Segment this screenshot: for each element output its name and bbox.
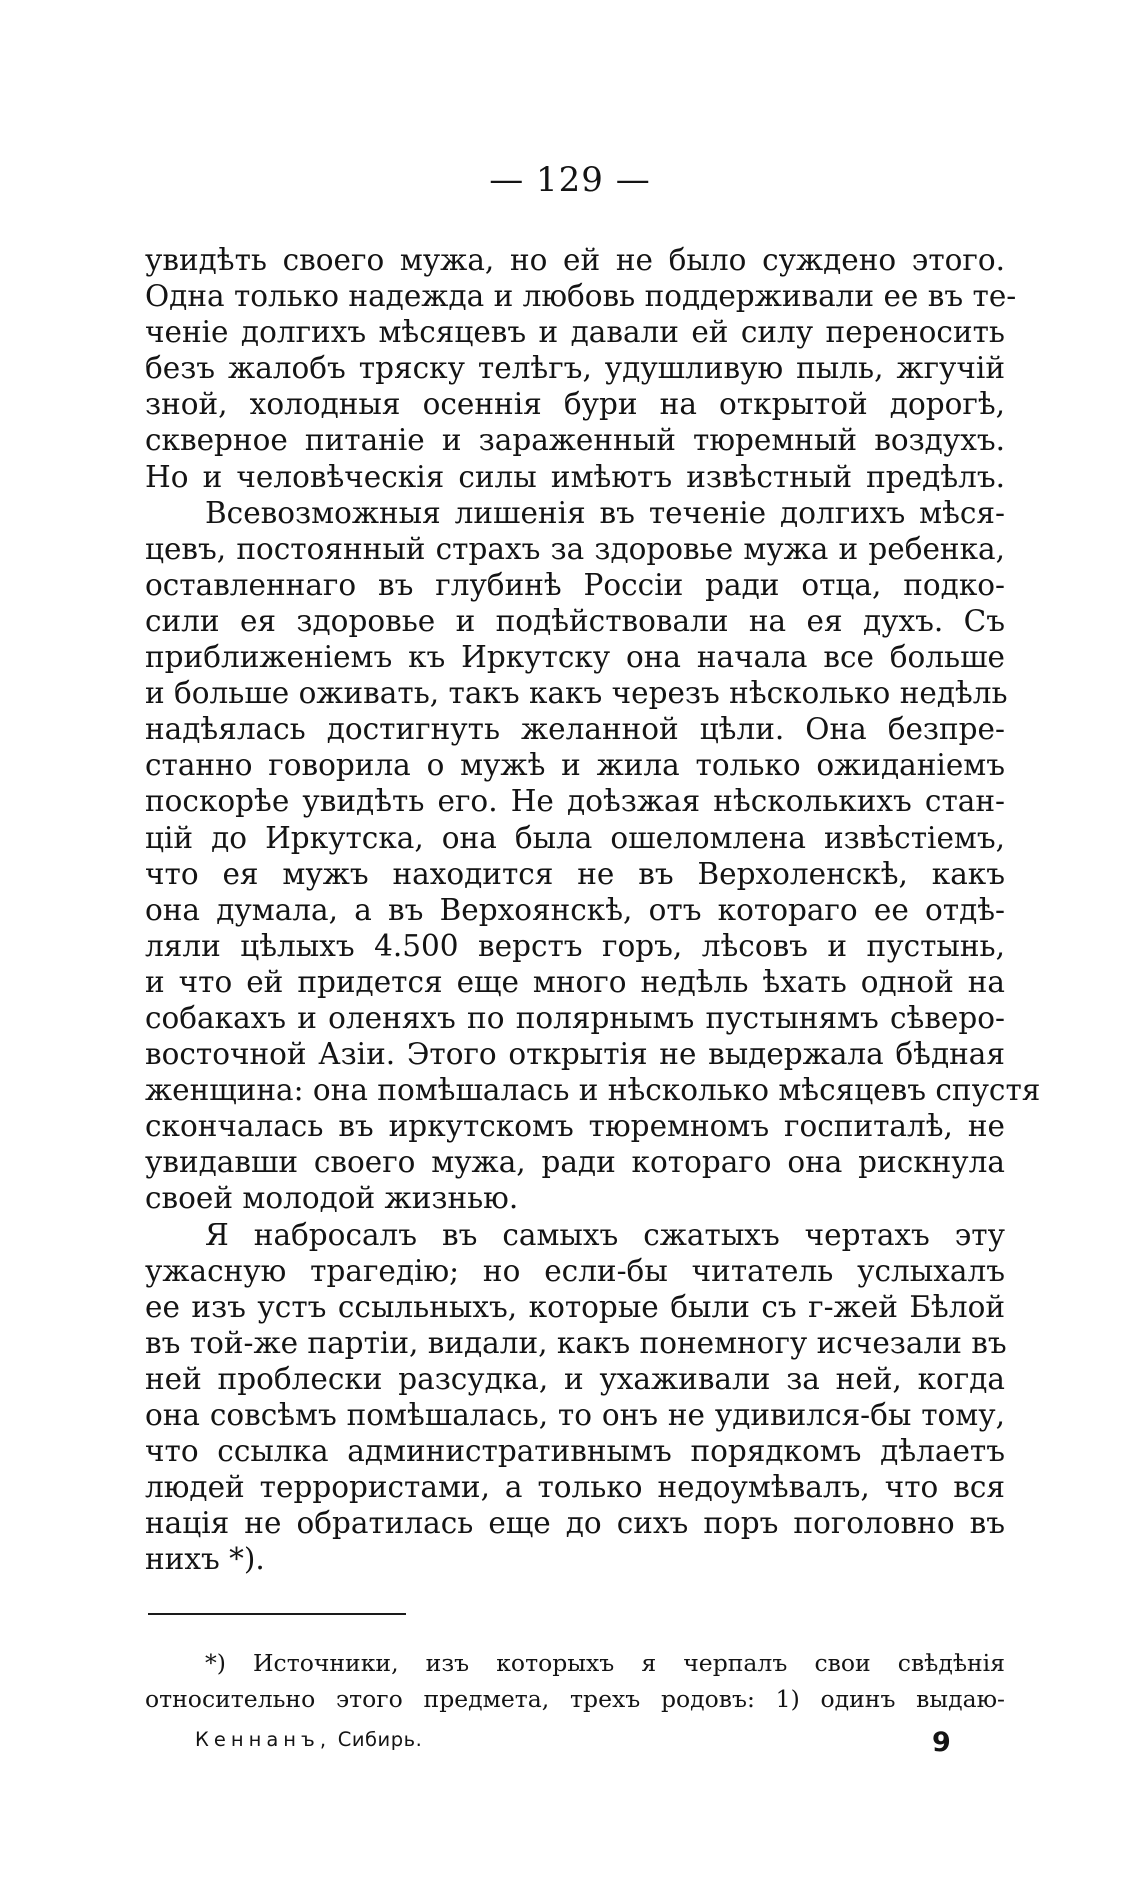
text-line: что ссылка административнымъ порядкомъ дѣлаетъ: [145, 1434, 1005, 1469]
sheet-number: 9: [932, 1727, 951, 1758]
signature-mark: [195, 1728, 422, 1751]
paragraph-end-line: своей молодой жизнью.: [145, 1181, 519, 1216]
text-line: станно говорила о мужѣ и жила только ожиданіемъ: [145, 748, 1005, 783]
text-line: поскорѣе увидѣть его. Не доѣзжая нѣсколькихъ стан-: [145, 784, 1005, 819]
text-line: людей террористами, а только недоумѣвалъ, что вся: [145, 1470, 1005, 1505]
text-line: ужасную трагедію; но если-бы читатель услыхалъ: [145, 1253, 1005, 1288]
footnote-divider: [148, 1613, 406, 1615]
text-line: цій до Иркутска, она была ошеломлена извѣстіемъ,: [145, 820, 1005, 855]
text-line: ее изъ устъ ссыльныхъ, которые были съ г-жей Бѣлой: [145, 1289, 1005, 1324]
signature-title: Сибирь.: [337, 1728, 423, 1751]
text-line: она совсѣмъ помѣшалась, то онъ не удивился-бы тому,: [145, 1398, 1005, 1432]
footnote-line: *) Источники, изъ которыхъ я черпалъ свои свѣдѣнія: [205, 1649, 1005, 1677]
body-text: [145, 242, 1041, 1577]
text-line: скончалась въ иркутскомъ тюремномъ госпиталѣ, не: [145, 1109, 1005, 1144]
text-line: Одна только надежда и любовь поддерживали ее въ те-: [145, 279, 1017, 314]
text-line: женщина: она помѣшалась и нѣсколько мѣсяцевъ спустя: [145, 1073, 1041, 1108]
text-line: что ея мужъ находится не въ Верхоленскѣ, какъ: [145, 856, 1005, 891]
text-line: сили ея здоровье и подѣйствовали на ея духъ. Съ: [145, 603, 1005, 638]
text-line: и что ей придется еще много недѣль ѣхать одной на: [145, 964, 1005, 999]
text-line: собакахъ и оленяхъ по полярнымъ пустынямъ сѣверо-: [145, 1000, 1005, 1035]
text-line: оставленнаго въ глубинѣ Россіи ради отца, подко-: [145, 567, 1005, 602]
text-line: и больше оживать, такъ какъ черезъ нѣсколько недѣль: [145, 676, 1008, 711]
paragraph-start-line: Я набросалъ въ самыхъ сжатыхъ чертахъ эту: [205, 1217, 1005, 1252]
text-line: въ той-же партіи, видали, какъ понемногу исчезали въ: [145, 1325, 1007, 1360]
text-line: надѣялась достигнуть желанной цѣли. Она безпре-: [145, 712, 1005, 747]
paragraph-end-line: нихъ *).: [145, 1542, 265, 1577]
text-line: увидѣть своего мужа, но ей не было суждено этого.: [145, 243, 1005, 277]
text-line: ченіе долгихъ мѣсяцевъ и давали ей силу переносить: [145, 315, 1005, 350]
text-line: ляли цѣлыхъ 4.500 верстъ горъ, лѣсовъ и пустынь,: [145, 928, 1005, 963]
paragraph-start-line: Всевозможныя лишенія въ теченіе долгихъ мѣся-: [205, 495, 1005, 530]
text-line: безъ жалобъ тряску телѣгъ, удушливую пыль, жгучій: [145, 351, 1005, 386]
text-line: ней проблески разсудка, и ухаживали за ней, когда: [145, 1361, 1005, 1396]
text-line: она думала, а въ Верхоянскѣ, отъ котораго ее отдѣ-: [145, 892, 1005, 927]
text-line: нація не обратилась еще до сихъ поръ поголовно въ: [145, 1506, 1005, 1541]
text-line: цевъ, постоянный страхъ за здоровье мужа и ребенка,: [145, 531, 1005, 566]
signature-author: Кеннанъ,: [195, 1728, 332, 1751]
page-number: — 129 —: [489, 160, 651, 200]
text-line: увидавши своего мужа, ради котораго она рискнула: [145, 1145, 1005, 1180]
text-line: зной, холодныя осеннія бури на открытой дорогѣ,: [145, 387, 1005, 422]
text-line: Но и человѣческія силы имѣютъ извѣстный предѣлъ.: [145, 459, 1005, 494]
text-line: скверное питаніе и зараженный тюремный воздухъ.: [145, 423, 1005, 458]
text-line: восточной Азіи. Этого открытія не выдержала бѣдная: [145, 1037, 1005, 1072]
footnote-line: относительно этого предмета, трехъ родовъ: 1) одинъ выдаю-: [145, 1685, 1005, 1713]
text-line: приближеніемъ къ Иркутску она начала все больше: [145, 640, 1005, 675]
